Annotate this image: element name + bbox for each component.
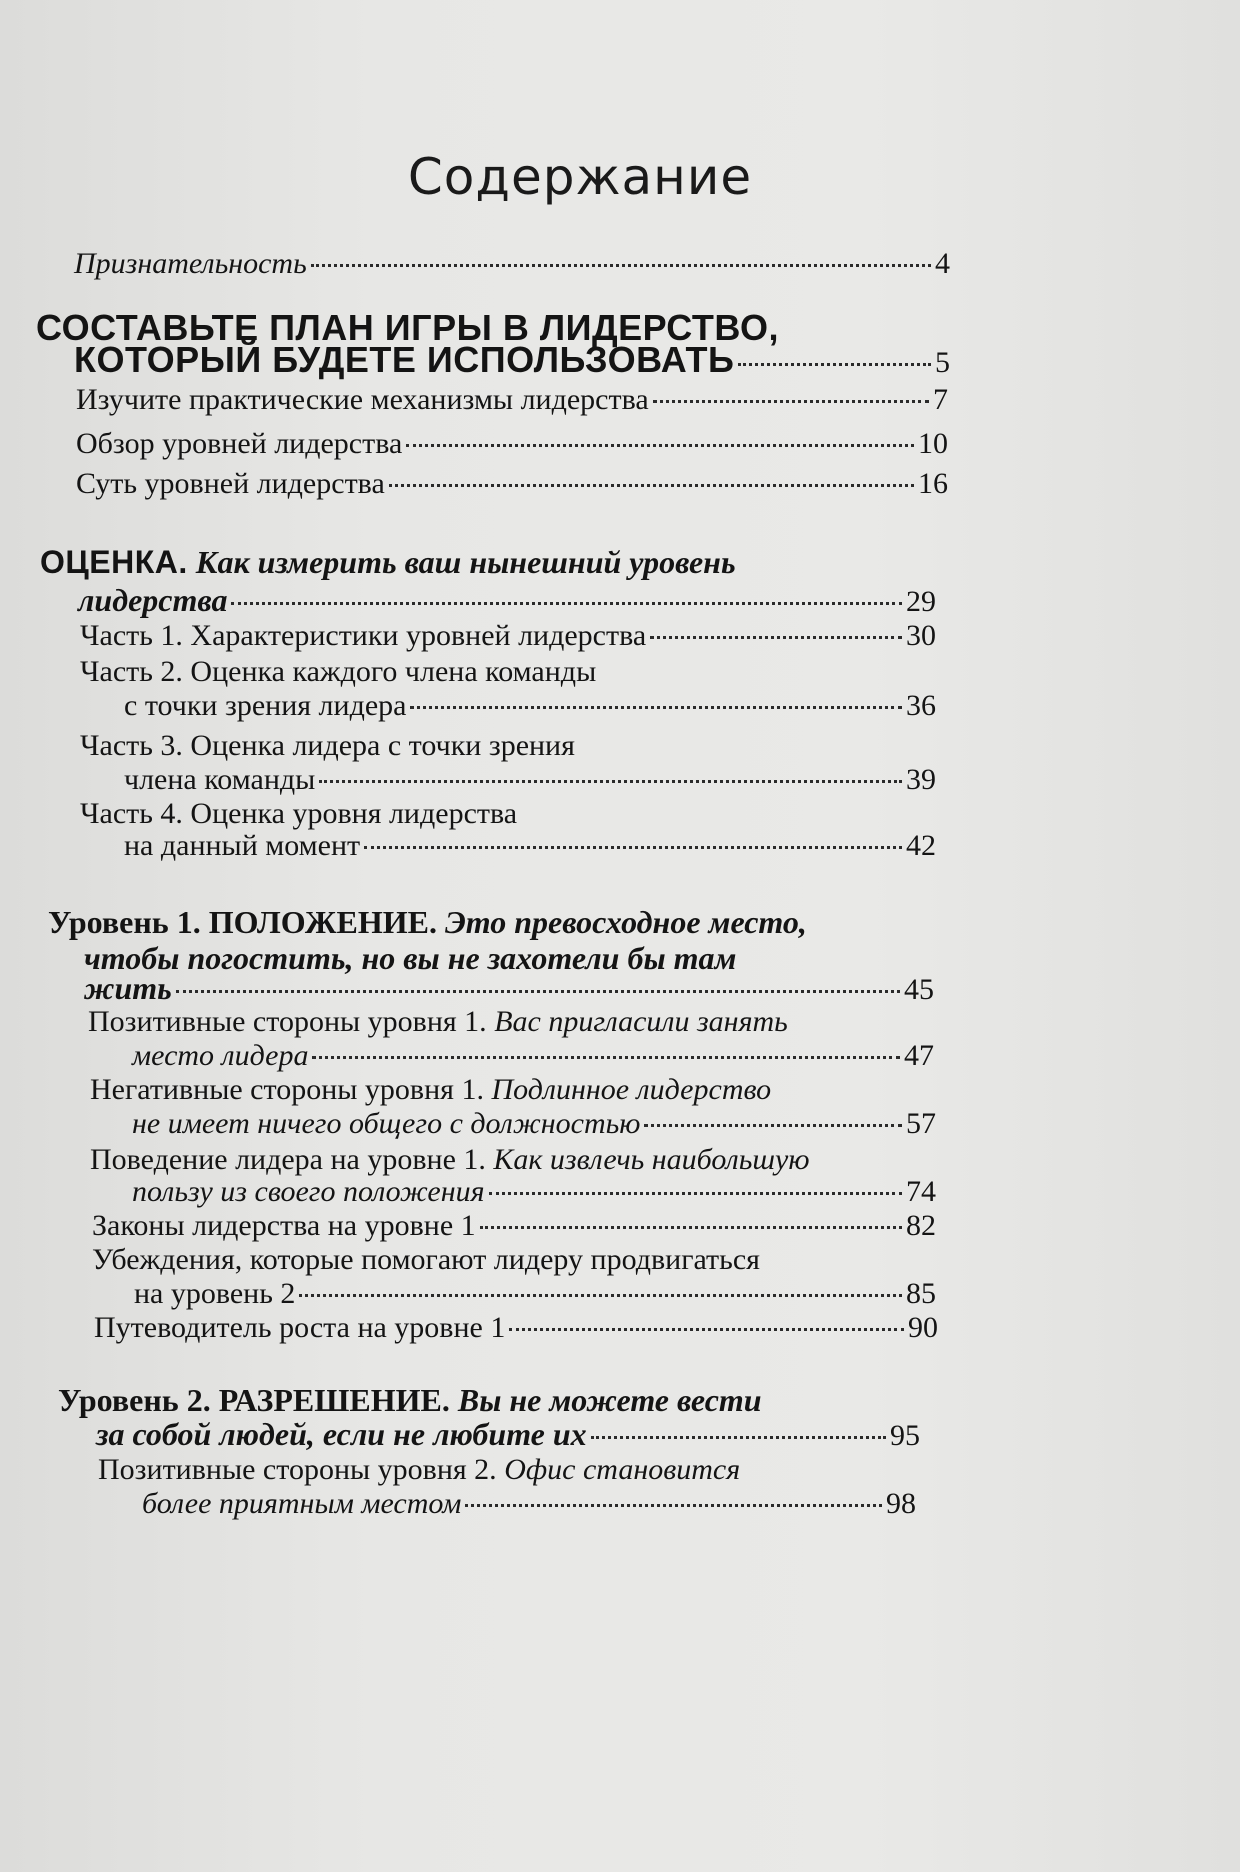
toc-page-number: 85 <box>906 1277 936 1310</box>
toc-entry-label-plain: Негативные стороны уровня 1. <box>90 1073 484 1106</box>
dot-leader <box>489 1190 902 1195</box>
toc-page-number: 39 <box>906 763 936 796</box>
toc-entry-label: Обзор уровней лидерства <box>76 427 403 460</box>
toc-page-number: 47 <box>904 1039 934 1072</box>
toc-page-number: 42 <box>906 829 936 862</box>
toc-entry-label-continued: члена команды <box>124 763 316 796</box>
dot-leader <box>480 1224 902 1229</box>
dot-leader <box>406 442 914 447</box>
toc-entry[interactable] <box>94 1308 938 1348</box>
toc-page-number: 90 <box>908 1311 938 1344</box>
dot-leader <box>176 988 900 993</box>
toc-page-number: 36 <box>906 689 936 722</box>
toc-entry-label-plain: Позитивные стороны уровня 1. <box>88 1005 487 1038</box>
dot-leader <box>653 398 929 403</box>
toc-page-number: 74 <box>906 1175 936 1208</box>
toc-entry-label-continued: пользу из своего положения <box>132 1175 485 1208</box>
section-subtitle: Это превосходное место, <box>444 904 807 940</box>
toc-entry-label-continued: с точки зрения лидера <box>124 689 407 722</box>
toc-entry[interactable] <box>76 424 948 464</box>
dot-leader <box>319 778 902 783</box>
toc-page-number: 95 <box>890 1419 920 1452</box>
toc-entry[interactable] <box>80 616 936 656</box>
toc-page-number: 30 <box>906 619 936 652</box>
toc-entry-label: Признательность <box>74 247 307 280</box>
dot-leader <box>591 1434 886 1439</box>
section-subtitle-continued: чтобы погостить, но вы не захотели бы там <box>84 940 737 976</box>
toc-entry[interactable] <box>132 1104 936 1144</box>
section-lead: ОЦЕНКА. <box>40 544 188 580</box>
toc-entry-label-plain: Поведение лидера на уровне 1. <box>90 1143 486 1176</box>
toc-page-number: 4 <box>935 247 950 280</box>
dot-leader <box>410 704 902 709</box>
toc-entry-label-continued: не имеет ничего общего с должностью <box>132 1107 641 1140</box>
dot-leader <box>312 1054 900 1059</box>
toc-entry-label: Часть 2. Оценка каждого члена команды <box>80 655 597 688</box>
dot-leader <box>738 361 931 366</box>
toc-entry[interactable] <box>76 380 948 420</box>
toc-entry-label: Часть 4. Оценка уровня лидерства <box>80 797 518 830</box>
dot-leader <box>509 1326 904 1331</box>
toc-entry-label-italic: Вас пригласили занять <box>494 1005 788 1038</box>
toc-entry-label: Путеводитель роста на уровне 1 <box>94 1311 506 1344</box>
dot-leader <box>650 634 902 639</box>
toc-page-number: 82 <box>906 1209 936 1242</box>
toc-page-number: 29 <box>906 585 936 618</box>
toc-entry-label-continued: более приятным местом <box>142 1487 462 1520</box>
section-subtitle-continued: лидерства <box>78 582 228 618</box>
dot-leader <box>465 1502 882 1507</box>
dot-leader <box>311 262 931 267</box>
dot-leader <box>364 844 902 849</box>
toc-page-number: 5 <box>935 346 950 379</box>
toc-entry-label: Часть 3. Оценка лидера с точки зрения <box>80 729 575 762</box>
toc-entry-label-continued: на уровень 2 <box>134 1277 296 1310</box>
dot-leader <box>231 600 902 605</box>
dot-leader <box>389 482 914 487</box>
toc-entry-label: Суть уровней лидерства <box>76 467 385 500</box>
toc-entry-acknowledgements[interactable] <box>74 244 950 284</box>
toc-entry-label-italic: Офис становится <box>504 1453 741 1486</box>
toc-page-number: 98 <box>886 1487 916 1520</box>
toc-entry-label-italic: Как извлечь наибольшую <box>493 1143 810 1176</box>
section-heading-level-1 <box>48 902 807 942</box>
toc-entry-label: Убеждения, которые помогают лидеру продвигаться <box>92 1243 760 1276</box>
toc-entry-label-continued: на данный момент <box>124 829 361 862</box>
toc-page-number: 10 <box>918 427 948 460</box>
toc-entry[interactable] <box>124 826 936 866</box>
toc-entry[interactable] <box>124 686 936 726</box>
toc-entry-label-plain: Позитивные стороны уровня 2. <box>98 1453 497 1486</box>
toc-entry[interactable] <box>142 1484 916 1524</box>
toc-entry-label: Часть 1. Характеристики уровней лидерства <box>80 619 647 652</box>
section-subtitle: Как измерить ваш нынешний уровень <box>195 544 736 580</box>
section-heading-assessment <box>40 542 736 582</box>
section-heading-continued: КОТОРЫЙ БУДЕТЕ ИСПОЛЬЗОВАТЬ <box>74 339 735 380</box>
toc-entry-label-continued: место лидера <box>132 1039 309 1072</box>
toc-entry[interactable] <box>76 464 948 504</box>
section-lead: Уровень 1. ПОЛОЖЕНИЕ. <box>48 904 437 940</box>
toc-entry-label: Изучите практические механизмы лидерства <box>76 383 649 416</box>
section-heading: СОСТАВЬТЕ ПЛАН ИГРЫ В ЛИДЕРСТВО, <box>36 307 779 348</box>
dot-leader <box>299 1292 902 1297</box>
toc-entry-label-italic: Подлинное лидерство <box>491 1073 772 1106</box>
toc-page-number: 16 <box>918 467 948 500</box>
toc-entry-label: Законы лидерства на уровне 1 <box>92 1209 476 1242</box>
section-lead: Уровень 2. РАЗРЕШЕНИЕ. <box>58 1382 450 1418</box>
section-subtitle-continued: жить <box>84 970 172 1006</box>
section-subtitle-continued: за собой людей, если не любите их <box>96 1416 587 1452</box>
toc-page-number: 7 <box>933 383 948 416</box>
toc-page-number: 45 <box>904 973 934 1006</box>
toc-entry-section-plan[interactable] <box>74 338 950 385</box>
dot-leader <box>644 1122 902 1127</box>
section-subtitle: Вы не можете вести <box>457 1382 762 1418</box>
toc-page-number: 57 <box>906 1107 936 1140</box>
page-title: Содержание <box>407 148 753 206</box>
